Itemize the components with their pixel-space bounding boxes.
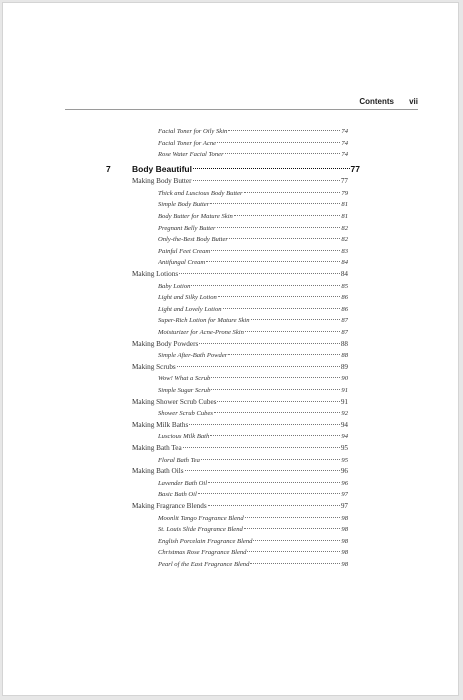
toc-entry-title: Facial Toner for Acne xyxy=(158,139,217,147)
toc-recipe-entry xyxy=(0,223,463,235)
toc-entry-page: 87 xyxy=(341,329,348,336)
toc-entry-line xyxy=(132,162,360,177)
toc-section-entry xyxy=(0,176,463,188)
dot-leader xyxy=(244,528,341,529)
dot-leader xyxy=(223,308,341,309)
toc-entry-title: Light and Silky Lotion xyxy=(158,294,217,302)
toc-recipe-entry xyxy=(0,292,463,304)
toc-entry-title: Pearl of the East Fragrance Blend xyxy=(158,560,250,568)
toc-entry-page: 90 xyxy=(341,375,348,383)
toc-entry-title: Making Milk Baths xyxy=(132,420,189,429)
dot-leader xyxy=(218,296,341,297)
toc-entry-title: Baby Lotion xyxy=(158,282,191,290)
toc-entry-line xyxy=(132,397,348,409)
toc-entry-line xyxy=(158,489,348,501)
toc-recipe-entry xyxy=(0,408,463,420)
toc-chapter-number: 7 xyxy=(106,163,111,174)
toc-entry-title: Only-the-Best Body Butter xyxy=(158,236,228,244)
toc-entry-page: 98 xyxy=(341,526,348,534)
toc-entry-line xyxy=(158,188,348,200)
toc-entry-title: Moisturizer for Acne-Prone Skin xyxy=(158,329,244,336)
dot-leader xyxy=(251,319,341,320)
toc-entry-page: 74 xyxy=(341,128,348,135)
dot-leader xyxy=(185,470,340,471)
toc-entry-title: Making Lotions xyxy=(132,270,179,279)
header-rule xyxy=(65,109,418,110)
toc-entry-line xyxy=(158,246,348,258)
running-header-title: Contents xyxy=(359,97,394,106)
toc-entry-title: Christmas Rose Fragrance Blend xyxy=(158,549,247,557)
toc-recipe-entry xyxy=(0,327,463,339)
toc-entry-page: 95 xyxy=(341,456,348,464)
toc-entry-title: Making Fragrance Blends xyxy=(132,501,207,510)
toc-entry-page: 86 xyxy=(341,294,348,302)
toc-entry-title: Making Bath Oils xyxy=(132,467,184,476)
toc-entry-page: 96 xyxy=(340,467,348,476)
toc-recipe-entry xyxy=(0,257,463,269)
toc-entry-line xyxy=(158,408,348,420)
toc-recipe-entry xyxy=(0,536,463,548)
toc-recipe-entry xyxy=(0,478,463,490)
toc-entry-line xyxy=(158,304,348,316)
dot-leader xyxy=(250,563,340,564)
toc-entry-title: Simple Sugar Scrub xyxy=(158,386,211,394)
dot-leader xyxy=(208,505,340,506)
dot-leader xyxy=(245,517,341,518)
dot-leader xyxy=(211,377,340,378)
toc-entry-line xyxy=(158,385,348,397)
toc-entry-page: 87 xyxy=(341,317,348,325)
toc-entry-page: 94 xyxy=(341,433,348,441)
toc-entry-line xyxy=(158,138,348,150)
toc-entry-title: Light and Lovely Lotion xyxy=(158,305,222,313)
toc-entry-page: 91 xyxy=(340,397,348,406)
toc-recipe-entry xyxy=(0,149,463,161)
dot-leader xyxy=(225,153,341,154)
dot-leader xyxy=(214,412,340,413)
dot-leader xyxy=(179,273,340,274)
toc-recipe-entry xyxy=(0,385,463,397)
toc-chapter-entry xyxy=(0,162,463,177)
toc-entry-page: 92 xyxy=(341,410,348,418)
toc-entry-title: St. Louis Slide Fragrance Blend xyxy=(158,526,243,534)
toc-entry-line xyxy=(158,547,348,559)
toc-entry-page: 98 xyxy=(341,514,348,522)
running-header-page-number: vii xyxy=(409,97,418,106)
toc-entry-page: 98 xyxy=(341,560,348,568)
dot-leader xyxy=(217,401,339,402)
dot-leader xyxy=(234,215,341,216)
toc-entry-line xyxy=(132,443,348,455)
dot-leader xyxy=(245,331,341,332)
dot-leader xyxy=(229,238,340,239)
toc-entry-page: 86 xyxy=(341,305,348,313)
toc-section-entry xyxy=(0,362,463,374)
toc-entry-title: Basic Bath Oil xyxy=(158,491,197,499)
toc-entry-line xyxy=(158,455,348,467)
toc-entry-page: 89 xyxy=(340,362,348,371)
dot-leader xyxy=(201,459,341,460)
toc-recipe-entry xyxy=(0,211,463,223)
toc-entry-line xyxy=(132,362,348,374)
toc-entry-title: Simple After-Bath Powder xyxy=(158,352,228,360)
dot-leader xyxy=(191,285,340,286)
toc-entry-page: 84 xyxy=(341,259,348,267)
toc-recipe-entry xyxy=(0,188,463,200)
toc-entry-page: 98 xyxy=(341,537,348,545)
toc-entry-line xyxy=(158,223,348,235)
toc-recipe-entry xyxy=(0,547,463,559)
toc-entry-line xyxy=(158,292,348,304)
toc-recipe-entry xyxy=(0,373,463,385)
toc-entry-page: 94 xyxy=(340,420,348,429)
toc-section-entry xyxy=(0,420,463,432)
toc-entry-title: Making Scrubs xyxy=(132,362,176,371)
toc-entry-title: English Porcelain Fragrance Blend xyxy=(158,537,253,545)
toc-entry-page: 81 xyxy=(341,213,348,221)
toc-entry-title: Body Beautiful xyxy=(132,163,192,174)
toc-entry-title: Painful Feet Cream xyxy=(158,247,211,255)
toc-recipe-entry xyxy=(0,281,463,293)
toc-entry-title: Simple Body Butter xyxy=(158,201,210,209)
toc-recipe-entry xyxy=(0,315,463,327)
dot-leader xyxy=(253,540,340,541)
toc-entry-line xyxy=(132,501,348,513)
toc-entry-page: 96 xyxy=(341,479,348,487)
toc-entry-line xyxy=(158,315,348,327)
toc-entry-line xyxy=(132,466,348,478)
toc-recipe-entry xyxy=(0,234,463,246)
toc-entry-title: Thick and Luscious Body Butter xyxy=(158,189,243,197)
toc-entry-title: Luscious Milk Bath xyxy=(158,433,210,441)
toc-entry-page: 82 xyxy=(341,236,348,244)
dot-leader xyxy=(183,447,340,448)
dot-leader xyxy=(193,180,340,181)
toc-entry-title: Antifungal Cream xyxy=(158,259,206,267)
toc-section-entry xyxy=(0,466,463,478)
toc-entry-page: 77 xyxy=(350,163,360,174)
dot-leader xyxy=(208,482,340,483)
dot-leader xyxy=(217,142,340,143)
toc-entry-title: Wow! What a Scrub xyxy=(158,375,211,383)
toc-entry-page: 83 xyxy=(341,247,348,255)
dot-leader xyxy=(210,203,340,204)
toc-entry-title: Floral Bath Tea xyxy=(158,456,200,464)
table-of-contents xyxy=(0,126,463,570)
toc-entry-title: Pregnant Belly Butter xyxy=(158,224,216,232)
toc-entry-page: 95 xyxy=(340,443,348,452)
toc-entry-page: 74 xyxy=(341,139,348,147)
toc-entry-line xyxy=(158,199,348,211)
toc-entry-page: 79 xyxy=(341,189,348,197)
toc-entry-title: Lavender Bath Oil xyxy=(158,479,208,487)
toc-entry-title: Making Bath Tea xyxy=(132,443,182,452)
dot-leader xyxy=(193,168,350,169)
toc-entry-line xyxy=(158,350,348,362)
toc-recipe-entry xyxy=(0,126,463,138)
toc-entry-title: Moonlit Tango Fragrance Blend xyxy=(158,514,244,522)
dot-leader xyxy=(198,493,341,494)
toc-entry-line xyxy=(158,211,348,223)
dot-leader xyxy=(199,343,340,344)
toc-entry-title: Making Shower Scrub Cubes xyxy=(132,397,217,406)
toc-entry-page: 88 xyxy=(340,339,348,348)
toc-entry-line xyxy=(158,327,348,339)
toc-entry-line xyxy=(158,524,348,536)
toc-recipe-entry xyxy=(0,513,463,525)
toc-recipe-entry xyxy=(0,524,463,536)
toc-entry-page: 81 xyxy=(341,201,348,209)
toc-section-entry xyxy=(0,269,463,281)
toc-entry-title: Body Butter for Mature Skin xyxy=(158,213,233,221)
toc-recipe-entry xyxy=(0,489,463,501)
toc-entry-page: 97 xyxy=(340,501,348,510)
toc-entry-line xyxy=(158,559,348,571)
toc-entry-page: 84 xyxy=(340,270,348,279)
toc-section-entry xyxy=(0,443,463,455)
toc-entry-line xyxy=(132,420,348,432)
dot-leader xyxy=(211,389,340,390)
toc-section-entry xyxy=(0,339,463,351)
toc-recipe-entry xyxy=(0,138,463,150)
dot-leader xyxy=(228,130,340,131)
toc-entry-line xyxy=(158,478,348,490)
toc-entry-page: 74 xyxy=(341,151,348,159)
toc-entry-line xyxy=(158,431,348,443)
toc-entry-line xyxy=(132,269,348,281)
toc-recipe-entry xyxy=(0,559,463,571)
toc-recipe-entry xyxy=(0,304,463,316)
running-header xyxy=(65,97,418,109)
toc-entry-line xyxy=(158,513,348,525)
toc-entry-line xyxy=(158,149,348,161)
toc-entry-line xyxy=(158,373,348,385)
toc-section-entry xyxy=(0,397,463,409)
toc-entry-page: 77 xyxy=(340,177,348,186)
toc-entry-page: 88 xyxy=(341,352,348,360)
toc-recipe-entry xyxy=(0,350,463,362)
toc-entry-line xyxy=(158,126,348,138)
toc-entry-page: 98 xyxy=(341,549,348,557)
toc-entry-title: Making Body Butter xyxy=(132,177,192,186)
dot-leader xyxy=(177,366,340,367)
toc-entry-line xyxy=(132,176,348,188)
toc-entry-line xyxy=(132,339,348,351)
toc-recipe-entry xyxy=(0,199,463,211)
toc-entry-title: Shower Scrub Cubes xyxy=(158,410,213,418)
toc-entry-title: Making Body Powders xyxy=(132,339,199,348)
toc-entry-page: 85 xyxy=(341,282,348,290)
toc-entry-line xyxy=(158,281,348,293)
dot-leader xyxy=(217,227,341,228)
toc-section-entry xyxy=(0,501,463,513)
toc-entry-line xyxy=(158,234,348,246)
toc-entry-title: Super-Rich Lotion for Mature Skin xyxy=(158,317,250,325)
toc-recipe-entry xyxy=(0,246,463,258)
dot-leader xyxy=(211,250,340,251)
toc-entry-line xyxy=(158,257,348,269)
toc-entry-page: 91 xyxy=(341,386,348,394)
dot-leader xyxy=(206,261,340,262)
dot-leader xyxy=(210,435,340,436)
toc-recipe-entry xyxy=(0,455,463,467)
toc-entry-title: Facial Toner for Oily Skin xyxy=(158,128,228,135)
toc-recipe-entry xyxy=(0,431,463,443)
toc-entry-title: Rose Water Facial Toner xyxy=(158,151,224,159)
toc-entry-line xyxy=(158,536,348,548)
toc-entry-page: 97 xyxy=(341,491,348,499)
dot-leader xyxy=(228,354,340,355)
dot-leader xyxy=(189,424,340,425)
toc-entry-page: 82 xyxy=(341,224,348,232)
dot-leader xyxy=(247,551,340,552)
dot-leader xyxy=(244,192,341,193)
